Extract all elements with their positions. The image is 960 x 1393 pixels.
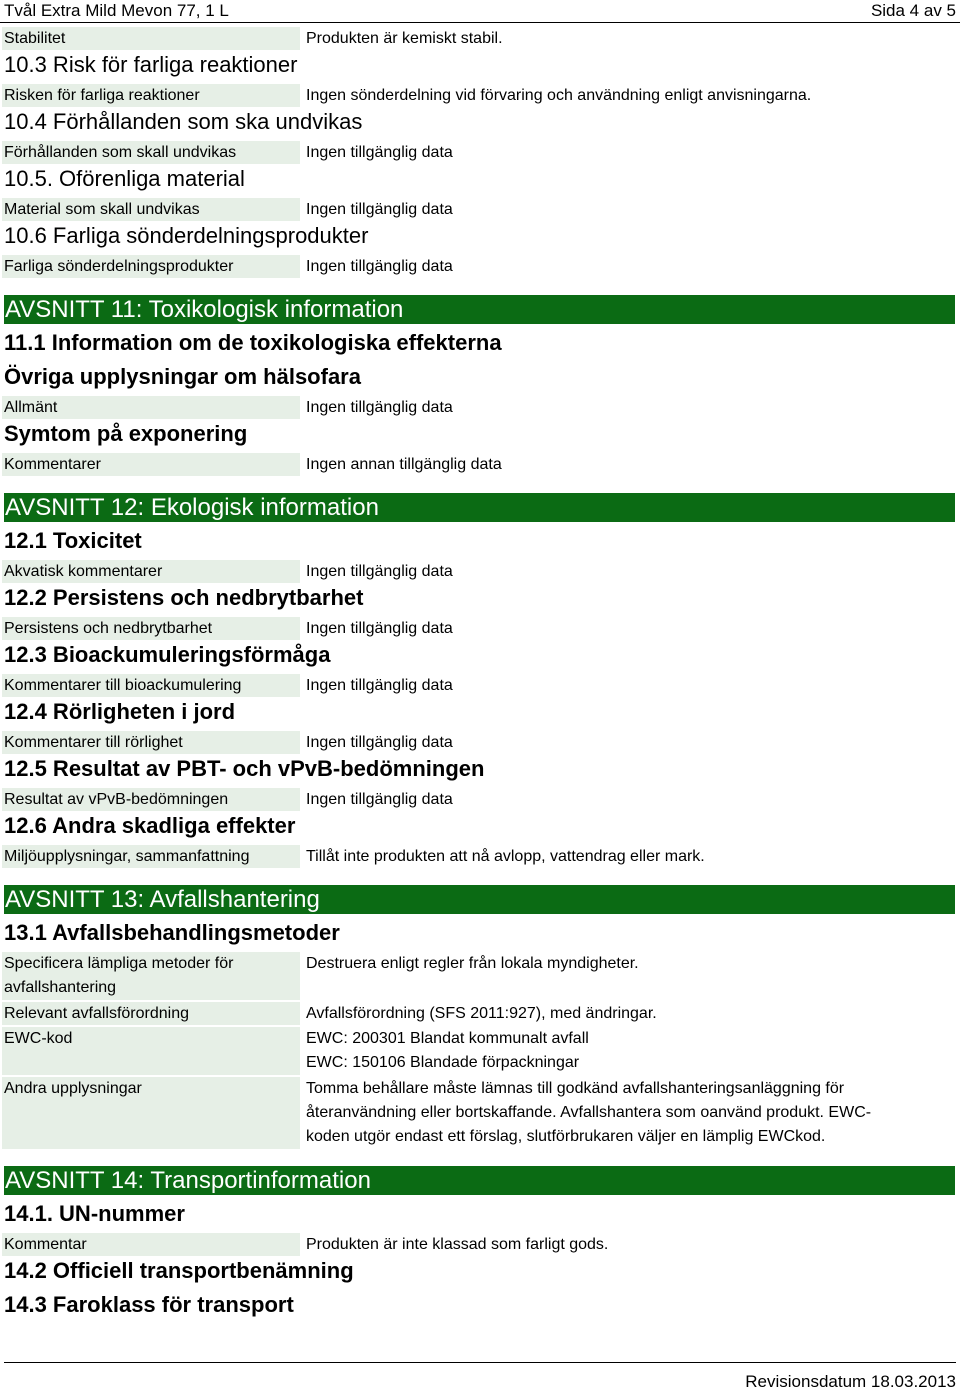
subsection-heading: 12.3 Bioackumuleringsförmåga bbox=[4, 642, 331, 667]
subsection-heading: 12.1 Toxicitet bbox=[4, 528, 142, 553]
field-label: Resultat av vPvB-bedömningen bbox=[2, 788, 300, 811]
field-row bbox=[0, 731, 960, 754]
field-row bbox=[0, 617, 960, 640]
field-value: Ingen tillgänglig data bbox=[304, 198, 956, 221]
field-row bbox=[0, 560, 960, 583]
subsection-heading: 12.4 Rörligheten i jord bbox=[4, 699, 236, 724]
subsection-heading: Övriga upplysningar om hälsofara bbox=[4, 364, 361, 389]
field-row bbox=[0, 788, 960, 811]
field-row bbox=[0, 1002, 960, 1025]
field-value: Avfallsförordning (SFS 2011:927), med ändringar. bbox=[304, 1002, 956, 1025]
field-value-line: EWC: 200301 Blandat kommunalt avfall bbox=[306, 1030, 589, 1047]
subsection-heading: 12.2 Persistens och nedbrytbarhet bbox=[4, 585, 364, 610]
field-row bbox=[0, 674, 960, 697]
field-label: Andra upplysningar bbox=[2, 1077, 300, 1149]
section-band: AVSNITT 14: Transportinformation bbox=[4, 1166, 955, 1195]
field-row bbox=[0, 952, 960, 1000]
page-number: Sida 4 av 5 bbox=[870, 1, 956, 20]
field-label-line: Specificera lämpliga metoder för bbox=[4, 955, 234, 972]
field-value: Destruera enligt regler från lokala myndigheter. bbox=[304, 952, 956, 976]
field-label: Relevant avfallsförordning bbox=[2, 1002, 300, 1025]
field-label bbox=[2, 952, 300, 1000]
revision-date: Revisionsdatum 18.03.2013 bbox=[745, 1372, 956, 1391]
field-label: EWC-kod bbox=[2, 1027, 300, 1075]
field-label: Material som skall undvikas bbox=[2, 198, 300, 221]
field-value: Tillåt inte produkten att nå avlopp, vattendrag eller mark. bbox=[304, 845, 956, 868]
subsection-heading: 12.5 Resultat av PBT- och vPvB-bedömningen bbox=[4, 756, 485, 781]
field-label: Akvatisk kommentarer bbox=[2, 560, 300, 583]
page-header bbox=[0, 0, 960, 23]
field-value bbox=[304, 1027, 956, 1075]
subsection-heading: 10.3 Risk för farliga reaktioner bbox=[4, 52, 298, 77]
field-label: Miljöupplysningar, sammanfattning bbox=[2, 845, 300, 868]
field-value: Ingen tillgänglig data bbox=[304, 396, 956, 419]
field-label: Farliga sönderdelningsprodukter bbox=[2, 255, 300, 278]
field-row bbox=[0, 198, 960, 221]
subsection-heading: 10.5. Oförenliga material bbox=[4, 166, 245, 191]
section-band: AVSNITT 11: Toxikologisk information bbox=[4, 295, 955, 324]
subsection-heading: Symtom på exponering bbox=[4, 421, 248, 446]
field-row bbox=[0, 453, 960, 476]
field-value: Produkten är kemiskt stabil. bbox=[304, 27, 956, 50]
subsection-heading: 14.2 Officiell transportbenämning bbox=[4, 1258, 354, 1283]
field-label-line: avfallshantering bbox=[4, 979, 117, 996]
field-label: Förhållanden som skall undvikas bbox=[2, 141, 300, 164]
field-value: Ingen tillgänglig data bbox=[304, 617, 956, 640]
field-value: Ingen tillgänglig data bbox=[304, 255, 956, 278]
field-row bbox=[0, 255, 960, 278]
field-value-line: Tomma behållare måste lämnas till godkänd avfallshanteringsanläggning för bbox=[306, 1080, 845, 1097]
field-label: Kommentarer bbox=[2, 453, 300, 476]
subsection-heading: 12.6 Andra skadliga effekter bbox=[4, 813, 296, 838]
field-value: Produkten är inte klassad som farligt gods. bbox=[304, 1233, 956, 1256]
footer-divider bbox=[4, 1362, 956, 1363]
subsection-heading: 11.1 Information om de toxikologiska effekterna bbox=[4, 330, 502, 355]
field-row bbox=[0, 84, 960, 107]
field-value: Ingen sönderdelning vid förvaring och användning enligt anvisningarna. bbox=[304, 84, 956, 107]
field-row bbox=[0, 1027, 960, 1075]
field-value: Ingen tillgänglig data bbox=[304, 141, 956, 164]
field-value bbox=[304, 1077, 956, 1149]
document-body bbox=[0, 27, 960, 1324]
section-band: AVSNITT 13: Avfallshantering bbox=[4, 885, 955, 914]
field-row bbox=[0, 1077, 960, 1149]
subsection-heading: 14.3 Faroklass för transport bbox=[4, 1292, 294, 1317]
field-value-line: koden utgör endast ett förslag, slutförbrukaren väljer en lämplig EWCkod. bbox=[306, 1128, 826, 1145]
subsection-heading: 10.6 Farliga sönderdelningsprodukter bbox=[4, 223, 369, 248]
field-value: Ingen tillgänglig data bbox=[304, 560, 956, 583]
subsection-heading: 10.4 Förhållanden som ska undvikas bbox=[4, 109, 363, 134]
field-value: Ingen tillgänglig data bbox=[304, 731, 956, 754]
field-row bbox=[0, 396, 960, 419]
field-label: Kommentar bbox=[2, 1233, 300, 1256]
field-row bbox=[0, 141, 960, 164]
document-title: Tvål Extra Mild Mevon 77, 1 L bbox=[4, 1, 229, 20]
field-value: Ingen tillgänglig data bbox=[304, 674, 956, 697]
field-label: Stabilitet bbox=[2, 27, 300, 50]
section-band: AVSNITT 12: Ekologisk information bbox=[4, 493, 955, 522]
field-label: Risken för farliga reaktioner bbox=[2, 84, 300, 107]
field-label: Kommentarer till rörlighet bbox=[2, 731, 300, 754]
field-label: Allmänt bbox=[2, 396, 300, 419]
field-value-line: återanvändning eller bortskaffande. Avfallshantera som oanvänd produkt. EWC- bbox=[306, 1104, 872, 1121]
field-label: Kommentarer till bioackumulering bbox=[2, 674, 300, 697]
field-value-line: EWC: 150106 Blandade förpackningar bbox=[306, 1054, 580, 1071]
field-value: Ingen tillgänglig data bbox=[304, 788, 956, 811]
field-row bbox=[0, 845, 960, 868]
subsection-heading: 14.1. UN-nummer bbox=[4, 1201, 185, 1226]
subsection-heading: 13.1 Avfallsbehandlingsmetoder bbox=[4, 920, 340, 945]
field-row bbox=[0, 1233, 960, 1256]
field-label: Persistens och nedbrytbarhet bbox=[2, 617, 300, 640]
field-value: Ingen annan tillgänglig data bbox=[304, 453, 956, 476]
field-row bbox=[0, 27, 960, 50]
